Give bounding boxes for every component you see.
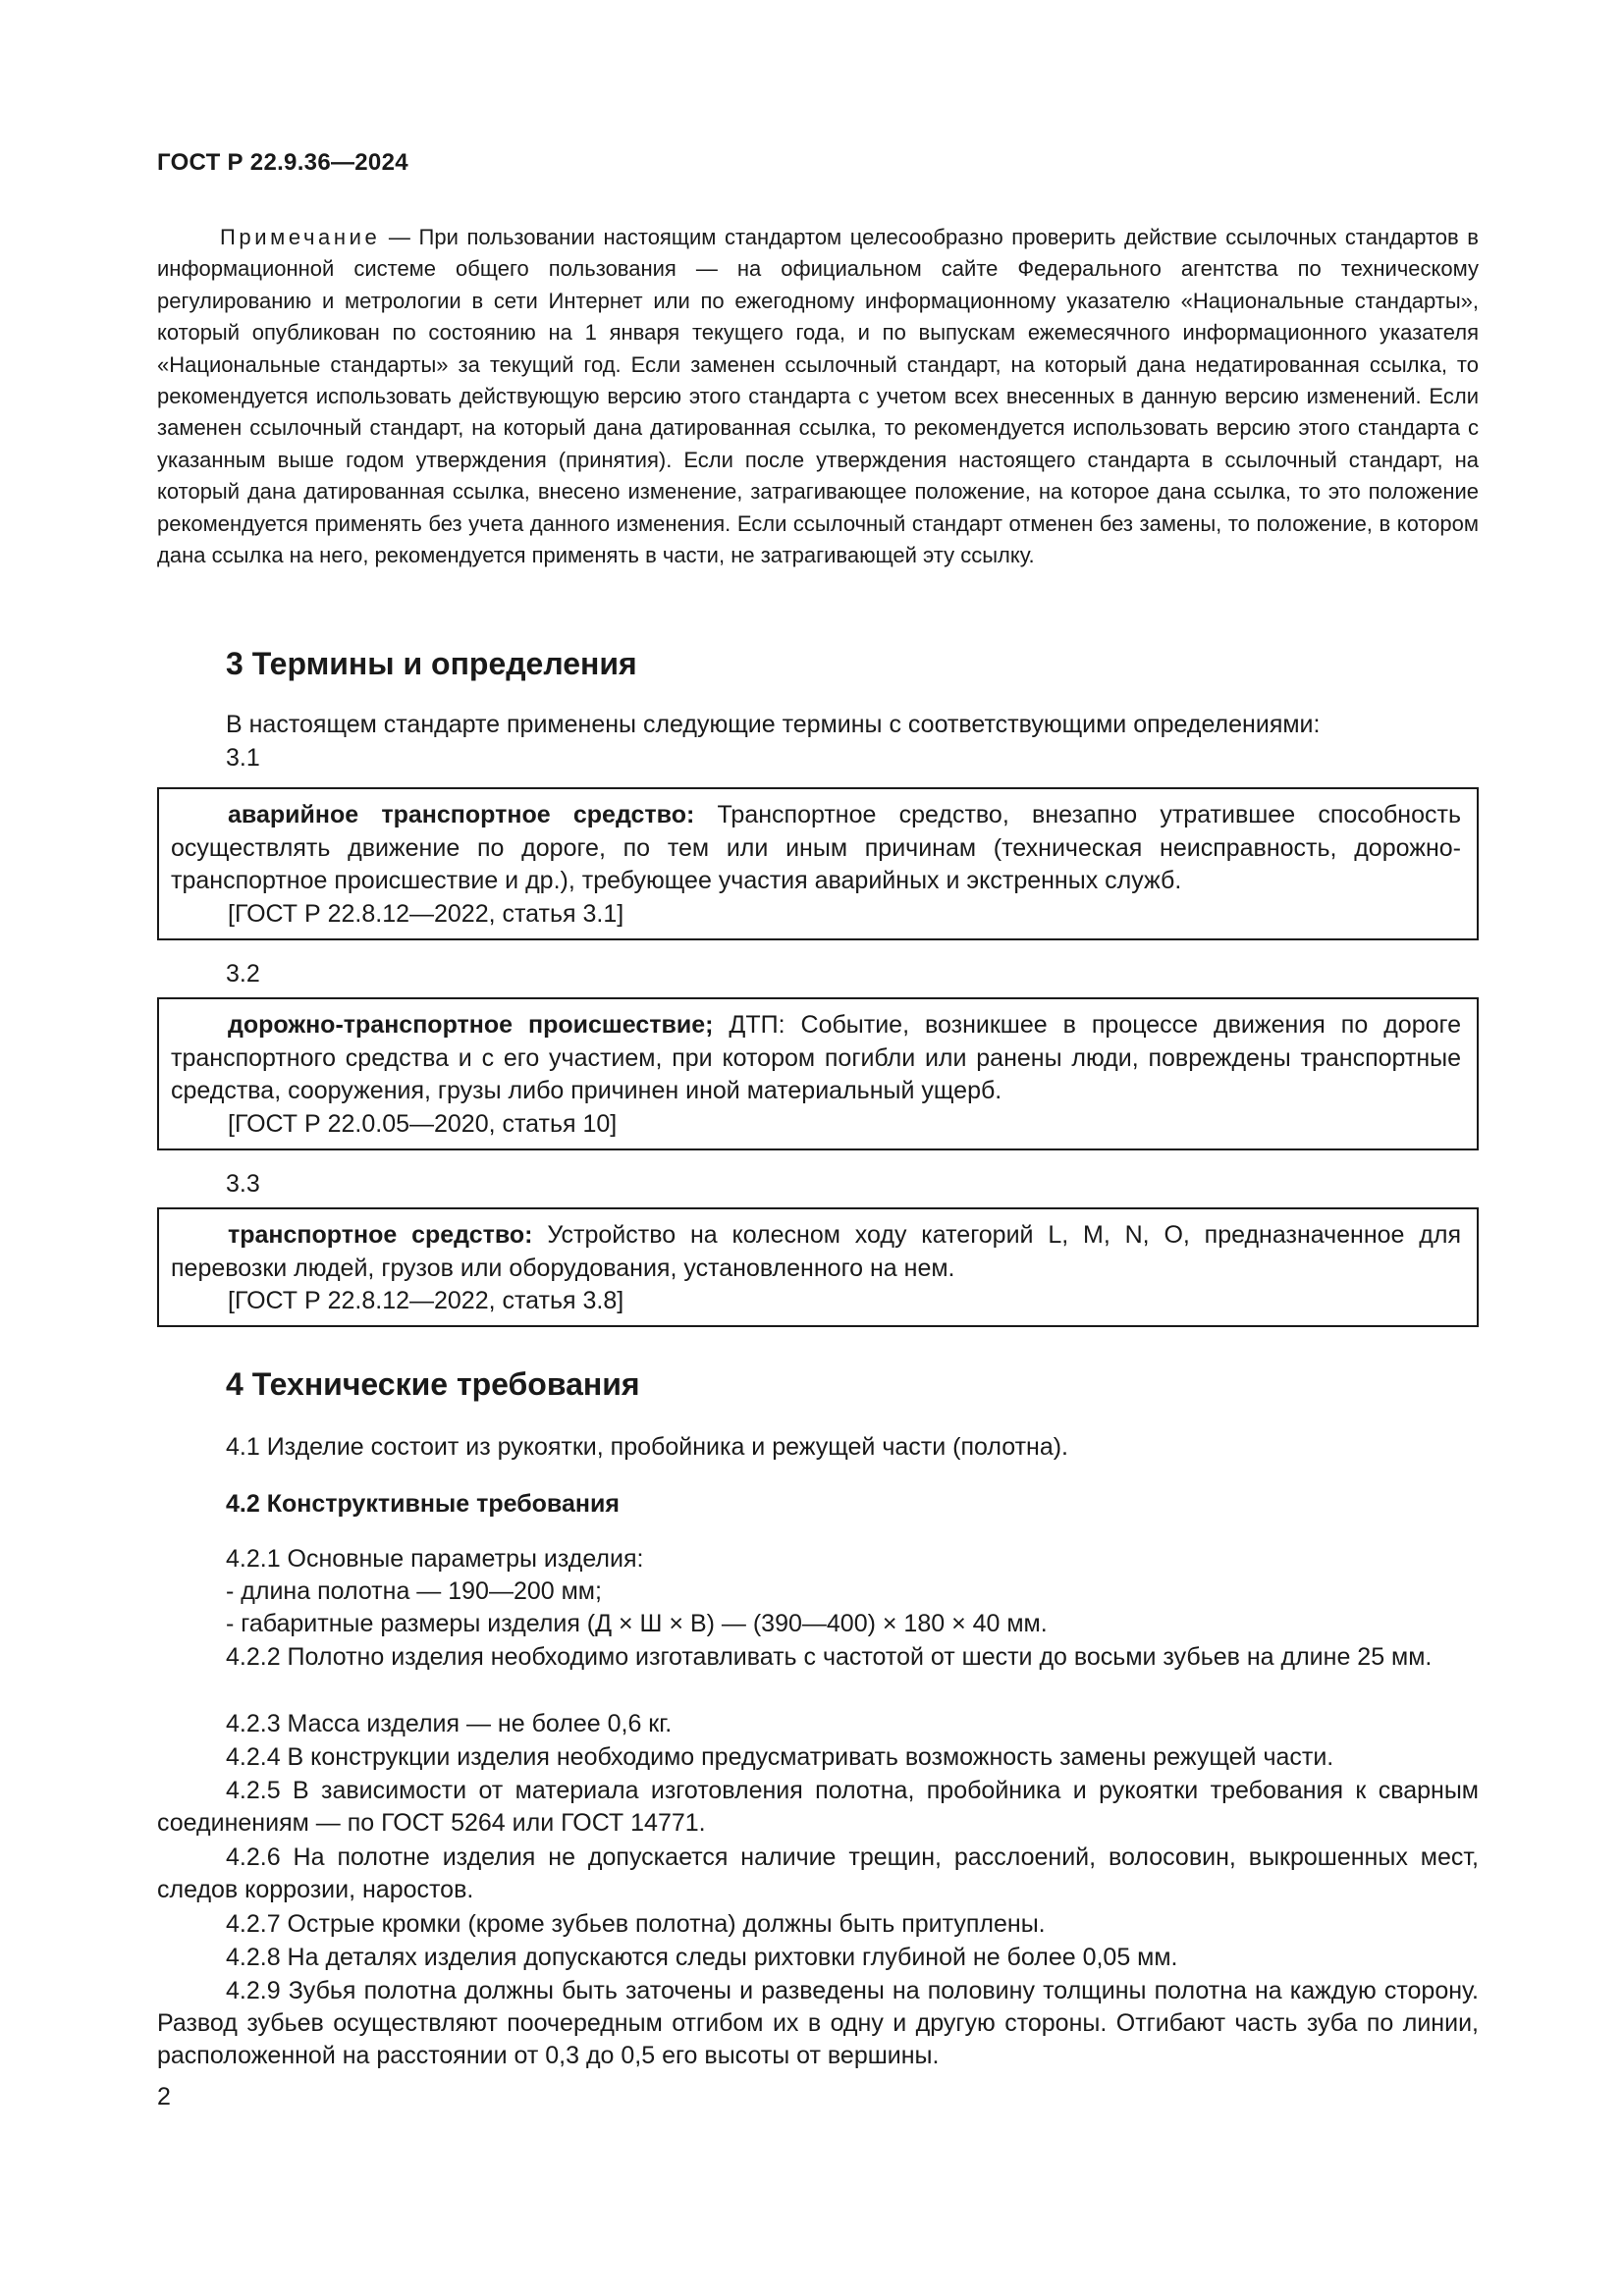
term-source: [ГОСТ Р 22.8.12—2022, статья 3.8] xyxy=(228,1287,624,1314)
term-number: 3.1 xyxy=(226,744,260,772)
subsection-4-2-heading: 4.2 Конструктивные требования xyxy=(226,1490,620,1518)
page-number: 2 xyxy=(157,2083,171,2110)
term-source: [ГОСТ Р 22.0.05—2020, статья 10] xyxy=(228,1109,618,1138)
term-box xyxy=(157,997,1479,1150)
paragraph-4-2-7: 4.2.7 Острые кромки (кроме зубьев полотна) должны быть притуплены. xyxy=(226,1910,1046,1938)
term-definition: Устройство на колесном ходу категорий L, M, N, O, предназначенное для перевозки людей, грузов или оборудования, установленного на нем. xyxy=(171,1221,1461,1282)
paragraph-4-2-3: 4.2.3 Масса изделия — не более 0,6 кг. xyxy=(226,1710,673,1737)
paragraph-4-1: 4.1 Изделие состоит из рукоятки, пробойника и режущей части (полотна). xyxy=(226,1433,1069,1461)
paragraph-4-2-1: 4.2.1 Основные параметры изделия: xyxy=(226,1545,644,1573)
list-item: - габаритные размеры изделия (Д × Ш × В) — (390—400) × 180 × 40 мм. xyxy=(226,1610,1048,1637)
section-3-intro: В настоящем стандарте применены следующие термины с соответствующими определениями: xyxy=(226,711,1321,738)
term-definition: Транспортное средство, внезапно утратившее способность осуществлять движение по дороге, по тем или иным причинам (техническая неисправность, дорожно-транспортное происшествие и др.), требующее участия аварийных и экстренных служб. xyxy=(171,801,1461,894)
section-4-heading: 4 Технические требования xyxy=(226,1366,640,1402)
references-note xyxy=(157,222,1479,571)
paragraph-4-2-5: 4.2.5 В зависимости от материала изготовления полотна, пробойника и рукоятки требования к сварным соединениям — по ГОСТ 5264 или ГОСТ 14771. xyxy=(157,1777,1479,1837)
list-item: - длина полотна — 190—200 мм; xyxy=(226,1577,602,1605)
paragraph-4-2-4: 4.2.4 В конструкции изделия необходимо предусматривать возможность замены режущей части. xyxy=(226,1743,1334,1771)
paragraph-4-2-2: 4.2.2 Полотно изделия необходимо изготавливать с частотой от шести до восьми зубьев на длине 25 мм. xyxy=(226,1643,1433,1671)
term-name: дорожно-транспортное происшествие; xyxy=(228,1011,714,1039)
note-label: Примечание xyxy=(220,225,381,249)
term-name: аварийное транспортное средство: xyxy=(228,801,695,828)
section-3-heading: 3 Термины и определения xyxy=(226,646,637,681)
term-box xyxy=(157,1207,1479,1327)
document-code: ГОСТ Р 22.9.36—2024 xyxy=(157,149,408,176)
paragraph-4-2-9: 4.2.9 Зубья полотна должны быть заточены и разведены на половину толщины полотна на каждую сторону. Развод зубьев осуществляют поочередным отгибом их в одну и другую стороны. Отгибают часть зуба по линии, расположенной на расстоянии от 0,3 до 0,5 его высоты от вершины. xyxy=(157,1977,1479,2069)
term-box xyxy=(157,787,1479,940)
term-number: 3.3 xyxy=(226,1170,260,1198)
term-number: 3.2 xyxy=(226,960,260,988)
term-name: транспортное средство: xyxy=(228,1221,533,1249)
paragraph-4-2-6: 4.2.6 На полотне изделия не допускается наличие трещин, расслоений, волосовин, выкрошенных мест, следов коррозии, наростов. xyxy=(157,1843,1479,1903)
paragraph-4-2-8: 4.2.8 На деталях изделия допускаются следы рихтовки глубиной не более 0,05 мм. xyxy=(226,1944,1178,1971)
term-source: [ГОСТ Р 22.8.12—2022, статья 3.1] xyxy=(228,899,624,928)
note-text: — При пользовании настоящим стандартом целесообразно проверить действие ссылочных стандартов в информационной системе общего пользования — на официальном сайте Федерального агентства по техническому регулированию и метрологии в сети Интернет или по ежегодному информационному указателю «Национальные стандарты», который опубликован по состоянию на 1 января текущего года, и по выпускам ежемесячного информационного указателя «Национальные стандарты» за текущий год. Если заменен ссылочный стандарт, на который дана недатированная ссылка, то рекомендуется использовать действующую версию этого стандарта с учетом всех внесенных в данную версию изменений. Если заменен ссылочный стандарт, на который дана датированная ссылка, то рекомендуется использовать версию этого стандарта с указанным выше годом утверждения (принятия). Если после утверждения настоящего стандарта в ссылочный стандарт, на который дана датированная ссылка, внесено изменение, затрагивающее положение, на которое дана ссылка, то это положение рекомендуется применять без учета данного изменения. Если ссылочный стандарт отменен без замены, то положение, в котором дана ссылка на него, рекомендуется применять в части, не затрагивающей эту ссылку. xyxy=(157,225,1479,568)
term-definition: ДТП: Событие, возникшее в процессе движения по дороге транспортного средства и с его участием, при котором погибли или ранены люди, повреждены транспортные средства, сооружения, грузы либо причинен иной материальный ущерб. xyxy=(171,1011,1461,1104)
